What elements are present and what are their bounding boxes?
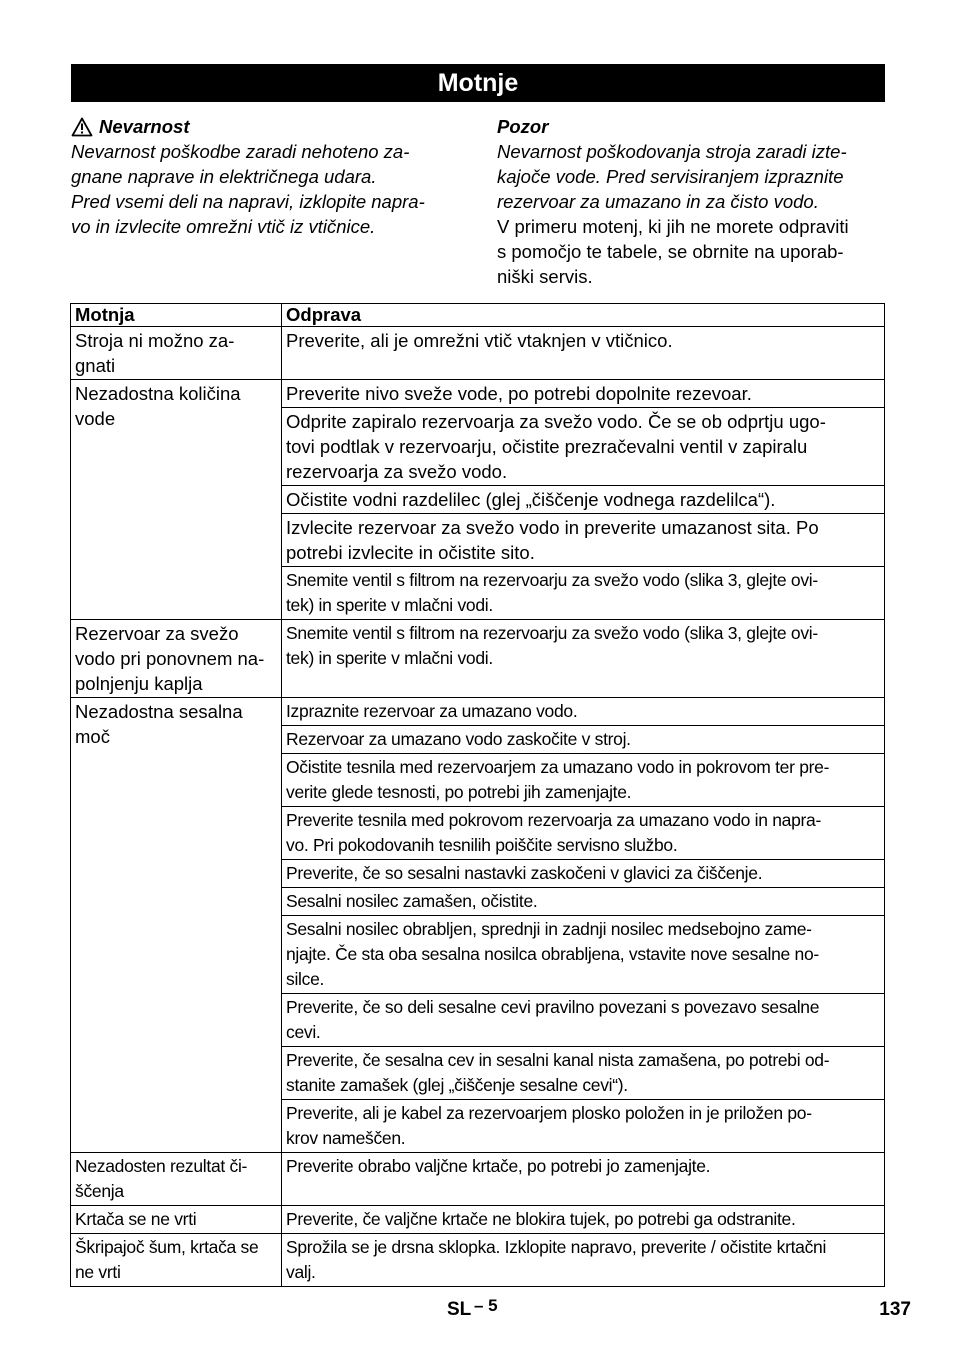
fault-cell: Rezervoar za svežo vodo pri ponovnem na- polnjenju kaplja bbox=[71, 620, 282, 698]
table-row bbox=[71, 327, 885, 380]
table-row bbox=[71, 380, 885, 408]
remedy-cell: Rezervoar za umazano vodo zaskočite v stroj. bbox=[282, 726, 885, 754]
danger-heading-row bbox=[71, 114, 466, 139]
service-note-line: niški servis. bbox=[497, 266, 593, 287]
caution-heading: Pozor bbox=[497, 116, 549, 137]
caution-line: Nevarnost poškodovanja stroja zaradi izte- bbox=[497, 141, 847, 162]
remedy-cell: Sesalni nosilec obrabljen, sprednji in zadnji nosilec medsebojno zame- njajte. Če sta oba sesalna nosilca obrabljena, vstavite nove sesalne no- silce. bbox=[282, 916, 885, 994]
footer-language: SL bbox=[447, 1299, 472, 1320]
remedy-cell: Preverite, če so deli sesalne cevi pravilno povezani s povezavo sesalne cevi. bbox=[282, 994, 885, 1047]
footer-page-number: 137 bbox=[879, 1299, 911, 1320]
troubleshooting-table bbox=[70, 303, 885, 1287]
fault-cell: Stroja ni možno za- gnati bbox=[71, 327, 282, 380]
remedy-cell: Očistite vodni razdelilec (glej „čiščenje vodnega razdelilca“). bbox=[282, 486, 885, 514]
remedy-cell: Odprite zapiralo rezervoarja za svežo vodo. Če se ob odprtju ugo- tovi podtlak v rezervoarju, očistite prezračevalni ventil v zapiralu rezervoarja za svežo vodo. bbox=[282, 408, 885, 486]
remedy-cell: Snemite ventil s filtrom na rezervoarju za svežo vodo (slika 3, glejte ovi- tek) in sperite v mlačni vodi. bbox=[282, 567, 885, 620]
caution-notice bbox=[497, 114, 892, 289]
fault-cell: Nezadosten rezultat či- ščenja bbox=[71, 1153, 282, 1206]
remedy-cell: Preverite tesnila med pokrovom rezervoarja za umazano vodo in napra- vo. Pri pokodovanih tesnilih poiščite servisno službo. bbox=[282, 807, 885, 860]
danger-line: Pred vsemi deli na napravi, izklopite napra- bbox=[71, 191, 425, 212]
remedy-cell: Preverite, ali je kabel za rezervoarjem plosko položen in je priložen po- krov nameščen. bbox=[282, 1100, 885, 1153]
footer-page-label: – 5 bbox=[474, 1296, 498, 1315]
column-header-remedy: Odprava bbox=[282, 304, 885, 327]
table-header-row bbox=[71, 304, 885, 327]
remedy-cell: Preverite, če so sesalni nastavki zaskočeni v glavici za čiščenje. bbox=[282, 860, 885, 888]
fault-cell: Krtača se ne vrti bbox=[71, 1206, 282, 1234]
table-row bbox=[71, 1234, 885, 1287]
remedy-cell: Preverite nivo sveže vode, po potrebi dopolnite rezevoar. bbox=[282, 380, 885, 408]
remedy-cell: Snemite ventil s filtrom na rezervoarju za svežo vodo (slika 3, glejte ovi- tek) in sperite v mlačni vodi. bbox=[282, 620, 885, 698]
danger-heading: Nevarnost bbox=[99, 116, 190, 137]
remedy-cell: Preverite obrabo valjčne krtače, po potrebi jo zamenjajte. bbox=[282, 1153, 885, 1206]
warning-triangle-icon bbox=[71, 117, 93, 137]
column-header-fault: Motnja bbox=[71, 304, 282, 327]
caution-line: rezervoar za umazano in za čisto vodo. bbox=[497, 191, 819, 212]
danger-notice bbox=[71, 114, 466, 239]
danger-line: vo in izvlecite omrežni vtič iz vtičnice. bbox=[71, 216, 376, 237]
page-title: Motnje bbox=[71, 64, 885, 102]
remedy-cell: Sprožila se je drsna sklopka. Izklopite napravo, preverite / očistite krtačni valj. bbox=[282, 1234, 885, 1287]
table-body bbox=[71, 327, 885, 1287]
table-row bbox=[71, 1206, 885, 1234]
fault-cell: Škripajoč šum, krtača se ne vrti bbox=[71, 1234, 282, 1287]
remedy-cell: Preverite, če sesalna cev in sesalni kanal nista zamašena, po potrebi od- stanite zamašek (glej „čiščenje sesalne cevi“). bbox=[282, 1047, 885, 1100]
table-row bbox=[71, 1153, 885, 1206]
remedy-cell: Izvlecite rezervoar za svežo vodo in preverite umazanost sita. Po potrebi izvlecite in očistite sito. bbox=[282, 514, 885, 567]
danger-line: gnane naprave in električnega udara. bbox=[71, 166, 377, 187]
remedy-cell: Preverite, ali je omrežni vtič vtaknjen v vtičnico. bbox=[282, 327, 885, 380]
danger-line: Nevarnost poškodbe zaradi nehoteno za- bbox=[71, 141, 410, 162]
remedy-cell: Očistite tesnila med rezervoarjem za umazano vodo in pokrovom ter pre- verite glede tesnosti, po potrebi jih zamenjajte. bbox=[282, 754, 885, 807]
fault-cell: Nezadostna sesalna moč bbox=[71, 698, 282, 1153]
table-row bbox=[71, 620, 885, 698]
fault-cell: Nezadostna količina vode bbox=[71, 380, 282, 620]
remedy-cell: Sesalni nosilec zamašen, očistite. bbox=[282, 888, 885, 916]
service-note-line: V primeru motenj, ki jih ne morete odpraviti bbox=[497, 216, 849, 237]
table-row bbox=[71, 698, 885, 726]
service-note-line: s pomočjo te tabele, se obrnite na uporab- bbox=[497, 241, 844, 262]
remedy-cell: Izpraznite rezervoar za umazano vodo. bbox=[282, 698, 885, 726]
caution-line: kajoče vode. Pred servisiranjem izpraznite bbox=[497, 166, 844, 187]
remedy-cell: Preverite, če valjčne krtače ne blokira tujek, po potrebi ga odstranite. bbox=[282, 1206, 885, 1234]
